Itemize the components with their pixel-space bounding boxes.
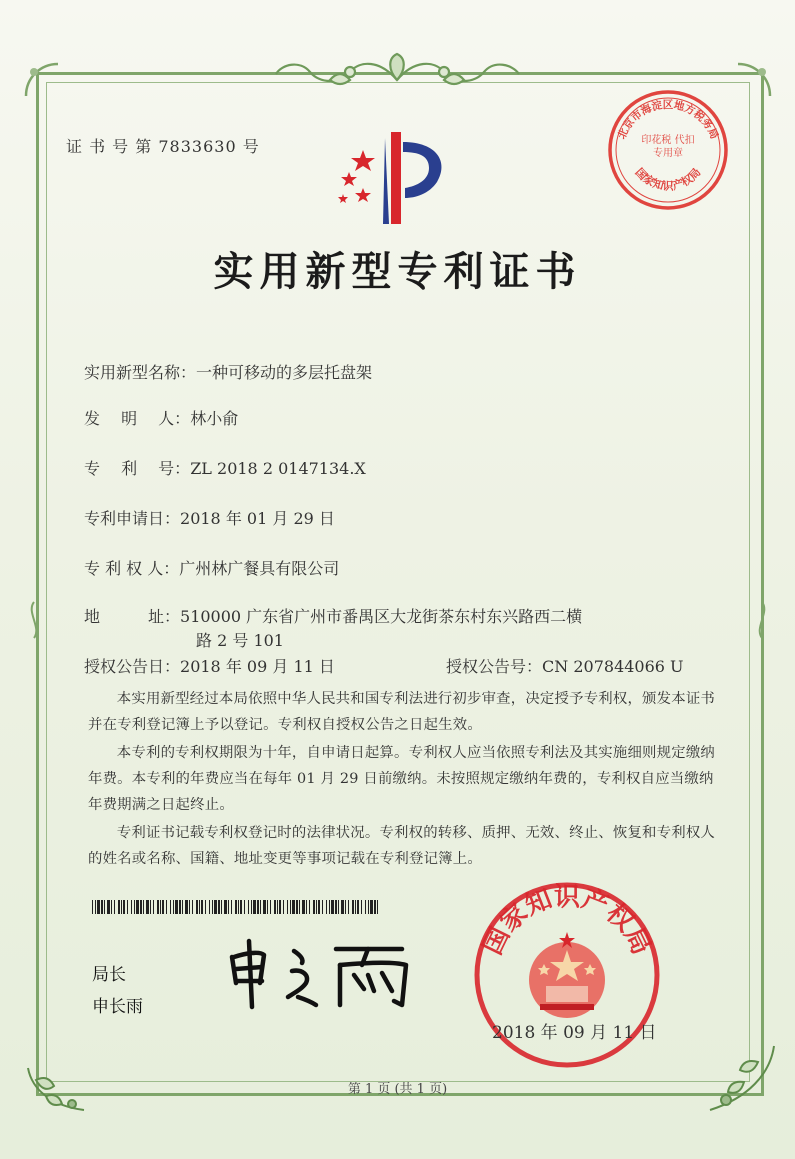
utility-name-value: 一种可移动的多层托盘架 xyxy=(196,363,373,382)
legal-status-paragraph: 专利证书记载专利权登记时的法律状况。专利权的转移、质押、无效、终止、恢复和专利权人的姓名或名称、国籍、地址变更等事项记载在专利登记簿上。 xyxy=(88,825,716,867)
utility-name-label: 实用新型名称： xyxy=(84,363,197,382)
inventor-label: 发 明 人： xyxy=(84,409,191,428)
statement-paragraph: 本实用新型经过本局依照中华人民共和国专利法进行初步审查，决定授予专利权，颁发本证书并在专利登记簿上予以登记。专利权自授权公告之日起生效。 xyxy=(88,691,716,733)
certificate-title: 实用新型专利证书 xyxy=(213,248,582,295)
svg-text:国家知识产权局 xyxy=(633,165,704,192)
certificate-number xyxy=(66,134,260,157)
tax-stamp-icon xyxy=(606,88,730,212)
director-title: 局长 xyxy=(92,965,126,985)
tax-stamp-center-text: 印花税 代扣专用章 xyxy=(641,135,695,159)
grant-number-value: CN 207844066 U xyxy=(542,657,684,676)
utility-name-row xyxy=(84,360,372,383)
side-ornament-icon xyxy=(24,600,44,640)
tax-stamp-bottom-text: 国家知识产权局 xyxy=(632,165,704,193)
side-ornament-icon xyxy=(752,600,772,640)
grant-date-value: 2018 年 09 月 11 日 xyxy=(180,657,335,676)
address-value-line1: 510000 广东省广州市番禺区大龙街茶东村东兴路西二横 xyxy=(180,607,583,626)
certificate-number-value: 7833630 xyxy=(158,137,237,156)
tax-stamp-ring-text: 北京市海淀区地方税务局 xyxy=(615,99,721,141)
patent-office-logo-icon xyxy=(325,128,455,228)
address-row xyxy=(84,604,582,627)
apply-date-label: 专利申请日： xyxy=(84,509,181,528)
certificate-number-suffix: 号 xyxy=(242,137,260,156)
corner-ornament-icon xyxy=(22,60,62,100)
patent-number-label: 专 利 号： xyxy=(84,459,191,478)
owner-label: 专 利 权 人： xyxy=(84,559,180,578)
address-label: 地 址： xyxy=(84,607,181,626)
address-row-continued xyxy=(196,628,284,651)
address-value-line2: 路 2 号 101 xyxy=(196,631,284,650)
grant-date-row xyxy=(84,654,335,677)
corner-ornament-icon xyxy=(734,60,774,100)
grant-number-label: 授权公告号： xyxy=(446,657,543,676)
grant-date-label: 授权公告日： xyxy=(84,657,181,676)
certificate-number-label: 证 书 号 第 xyxy=(66,137,153,156)
owner-value: 广州林广餐具有限公司 xyxy=(179,559,340,578)
inventor-row xyxy=(84,406,238,429)
patent-number-value: ZL 2018 2 0147134.X xyxy=(190,459,366,478)
director-name: 申长雨 xyxy=(92,997,143,1017)
term-paragraph: 本专利的专利权期限为十年，自申请日起算。专利权人应当依照专利法及其实施细则规定缴纳年费。本专利的年费应当在每年 01 月 29 日前缴纳。未按照规定缴纳年费的，专利权自应当缴纳年费期满之日起终止。 xyxy=(88,745,716,813)
page-number: 第 1 页 (共 1 页) xyxy=(347,1082,448,1097)
handwritten-signature-icon xyxy=(222,935,422,1010)
top-ornament-icon xyxy=(270,50,525,92)
inventor-value: 林小俞 xyxy=(190,409,239,428)
apply-date-row xyxy=(84,506,335,529)
barcode-icon xyxy=(92,900,380,914)
seal-date: 2018 年 09 月 11 日 xyxy=(492,1023,657,1043)
grant-number-row xyxy=(446,654,684,677)
owner-row xyxy=(84,556,339,579)
patent-number-row xyxy=(84,456,366,479)
seal-ring-text: 国家知识产权局 xyxy=(477,882,657,960)
apply-date-value: 2018 年 01 月 29 日 xyxy=(180,509,335,528)
